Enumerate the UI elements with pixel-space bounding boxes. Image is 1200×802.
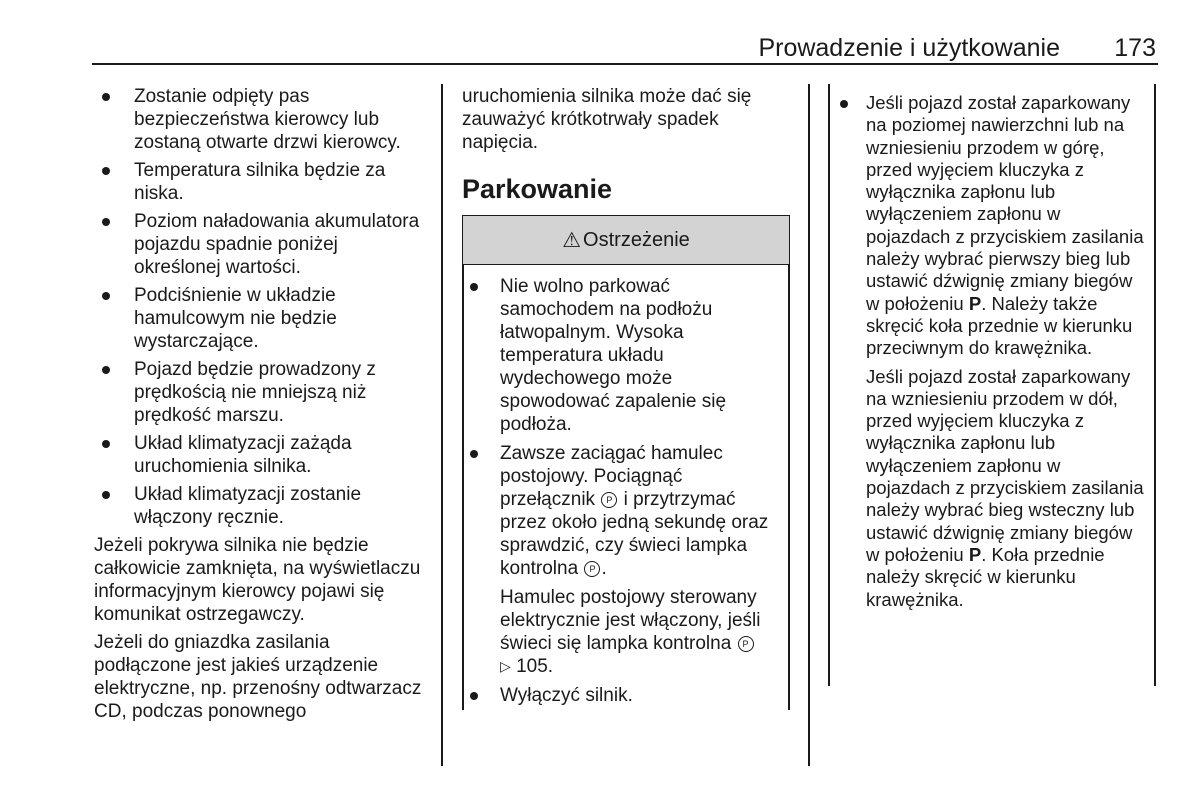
bullet-icon: [840, 100, 848, 108]
column-2: [462, 85, 792, 205]
gear-position-p: P: [968, 543, 982, 565]
list-item-text: Zawsze zaciągać hamulec postojowy. Pociągnąć przełącznik: [500, 443, 723, 510]
note-box-left-border: [828, 84, 830, 686]
column-1: [94, 85, 428, 723]
parking-brake-symbol-icon: P: [601, 492, 617, 508]
paragraph-text: Jeśli pojazd został zaparkowany na wzniesieniu przodem w dół, przed wyjęciem kluczyka z wyłącznika zapłonu lub wyłączeniem zapłonu w pojazdach z przyciskiem zasilania należy wybrać bieg wsteczny lub ustawić dźwignię zmiany biegów w położeniu: [866, 365, 1144, 565]
warning-triangle-icon: ⚠: [562, 228, 582, 252]
bullet-icon: [470, 283, 478, 291]
list-item-text: Jeśli pojazd został zaparkowany na poziomej nawierzchni lub na wzniesieniu przodem w górę, przed wyjęciem kluczyka z wyłącznika zapłonu lub wyłączeniem zapłonu w pojazdach z przyciskiem zasilania należy wybrać pierwszy bieg lub ustawić dźwignię zmiany biegów w położeniu: [866, 92, 1144, 314]
bullet-icon: [102, 292, 110, 300]
warning-header: [462, 215, 790, 265]
column-3: [832, 92, 1144, 611]
page-number: 173: [1114, 34, 1156, 62]
list-item-text: Układ klimatyzacji zażąda uruchomienia silnika.: [134, 433, 352, 477]
list-item: [94, 210, 428, 279]
note-box-right-border: [1154, 84, 1156, 686]
header-rule: [92, 63, 1158, 65]
list-item: [462, 684, 780, 707]
indented-paragraph: [866, 366, 1144, 611]
list-item-text: Podciśnienie w układzie hamulcowym nie będzie wystarczające.: [134, 285, 337, 352]
page-reference-arrow-icon: ▷: [500, 658, 511, 674]
list-item-text: .: [601, 558, 607, 579]
warning-content: [462, 275, 780, 707]
list-item: [94, 358, 428, 427]
list-item-text: Temperatura silnika będzie za niska.: [134, 160, 386, 204]
running-header-title: Prowadzenie i użytkowanie: [758, 34, 1060, 62]
list-item: [462, 275, 780, 436]
paragraph: uruchomienia silnika może dać się zauważyć krótkotrwały spadek napięcia.: [462, 86, 752, 153]
bullet-icon: [102, 218, 110, 226]
paragraph-text: Hamulec postojowy sterowany elektrycznie jest włączony, jeśli świeci się lampka kontrolna: [500, 587, 761, 654]
list-item-text: Poziom naładowania akumulatora pojazdu spadnie poniżej określonej wartości.: [134, 211, 420, 278]
paragraph: Jeżeli pokrywa silnika nie będzie całkowicie zamknięta, na wyświetlaczu informacyjnym kierowcy pojawi się komunikat ostrzegawczy.: [94, 535, 421, 625]
list-item: [94, 432, 428, 478]
warning-box: [462, 215, 790, 265]
column-divider: [441, 84, 443, 766]
list-item-text: Nie wolno parkować samochodem na podłożu łatwopalnym. Wysoka temperatura układu wydechowego może spowodować zapalenie się podłoża.: [500, 276, 727, 435]
warning-title: Ostrzeżenie: [583, 228, 690, 251]
indented-paragraph: [500, 586, 780, 678]
column-divider: [808, 84, 810, 766]
bullet-icon: [102, 167, 110, 175]
paragraph: Jeżeli do gniazdka zasilania podłączone jest jakieś urządzenie elektryczne, np. przenośny odtwarzacz CD, podczas ponownego: [94, 632, 422, 722]
list-item: [94, 284, 428, 353]
list-item: [462, 442, 780, 678]
paragraph-text: . Koła przednie należy skręcić w kierunku krawężnika.: [866, 543, 1105, 610]
parking-brake-symbol-icon: P: [738, 636, 754, 652]
list-item-text: Układ klimatyzacji zostanie włączony ręcznie.: [134, 484, 362, 528]
list-item-text: i przytrzymać przez około jedną sekundę oraz sprawdzić, czy świeci lampka kontrolna: [500, 489, 769, 579]
list-item-text: Zostanie odpięty pas bezpieczeństwa kierowcy lub zostaną otwarte drzwi kierowcy.: [134, 86, 401, 153]
list-item: [94, 85, 428, 154]
list-item: [832, 92, 1144, 611]
bullet-icon: [470, 450, 478, 458]
bullet-icon: [102, 93, 110, 101]
parking-brake-symbol-icon: P: [584, 561, 600, 577]
bullet-icon: [102, 491, 110, 499]
list-item-text: Wyłączyć silnik.: [500, 685, 633, 706]
bullet-icon: [470, 692, 478, 700]
section-title: Parkowanie: [462, 174, 613, 204]
list-item-text: . Należy także skręcić koła przednie w kierunku przeciwnym do krawężnika.: [866, 292, 1133, 359]
warning-box-right-border: [788, 262, 790, 710]
page-reference[interactable]: 105.: [516, 656, 554, 677]
list-item-text: Pojazd będzie prowadzony z prędkością nie mniejszą niż prędkość marszu.: [134, 359, 376, 426]
list-item: [94, 483, 428, 529]
list-item: [94, 159, 428, 205]
bullet-icon: [102, 366, 110, 374]
bullet-icon: [102, 440, 110, 448]
gear-position-p: P: [968, 292, 982, 314]
